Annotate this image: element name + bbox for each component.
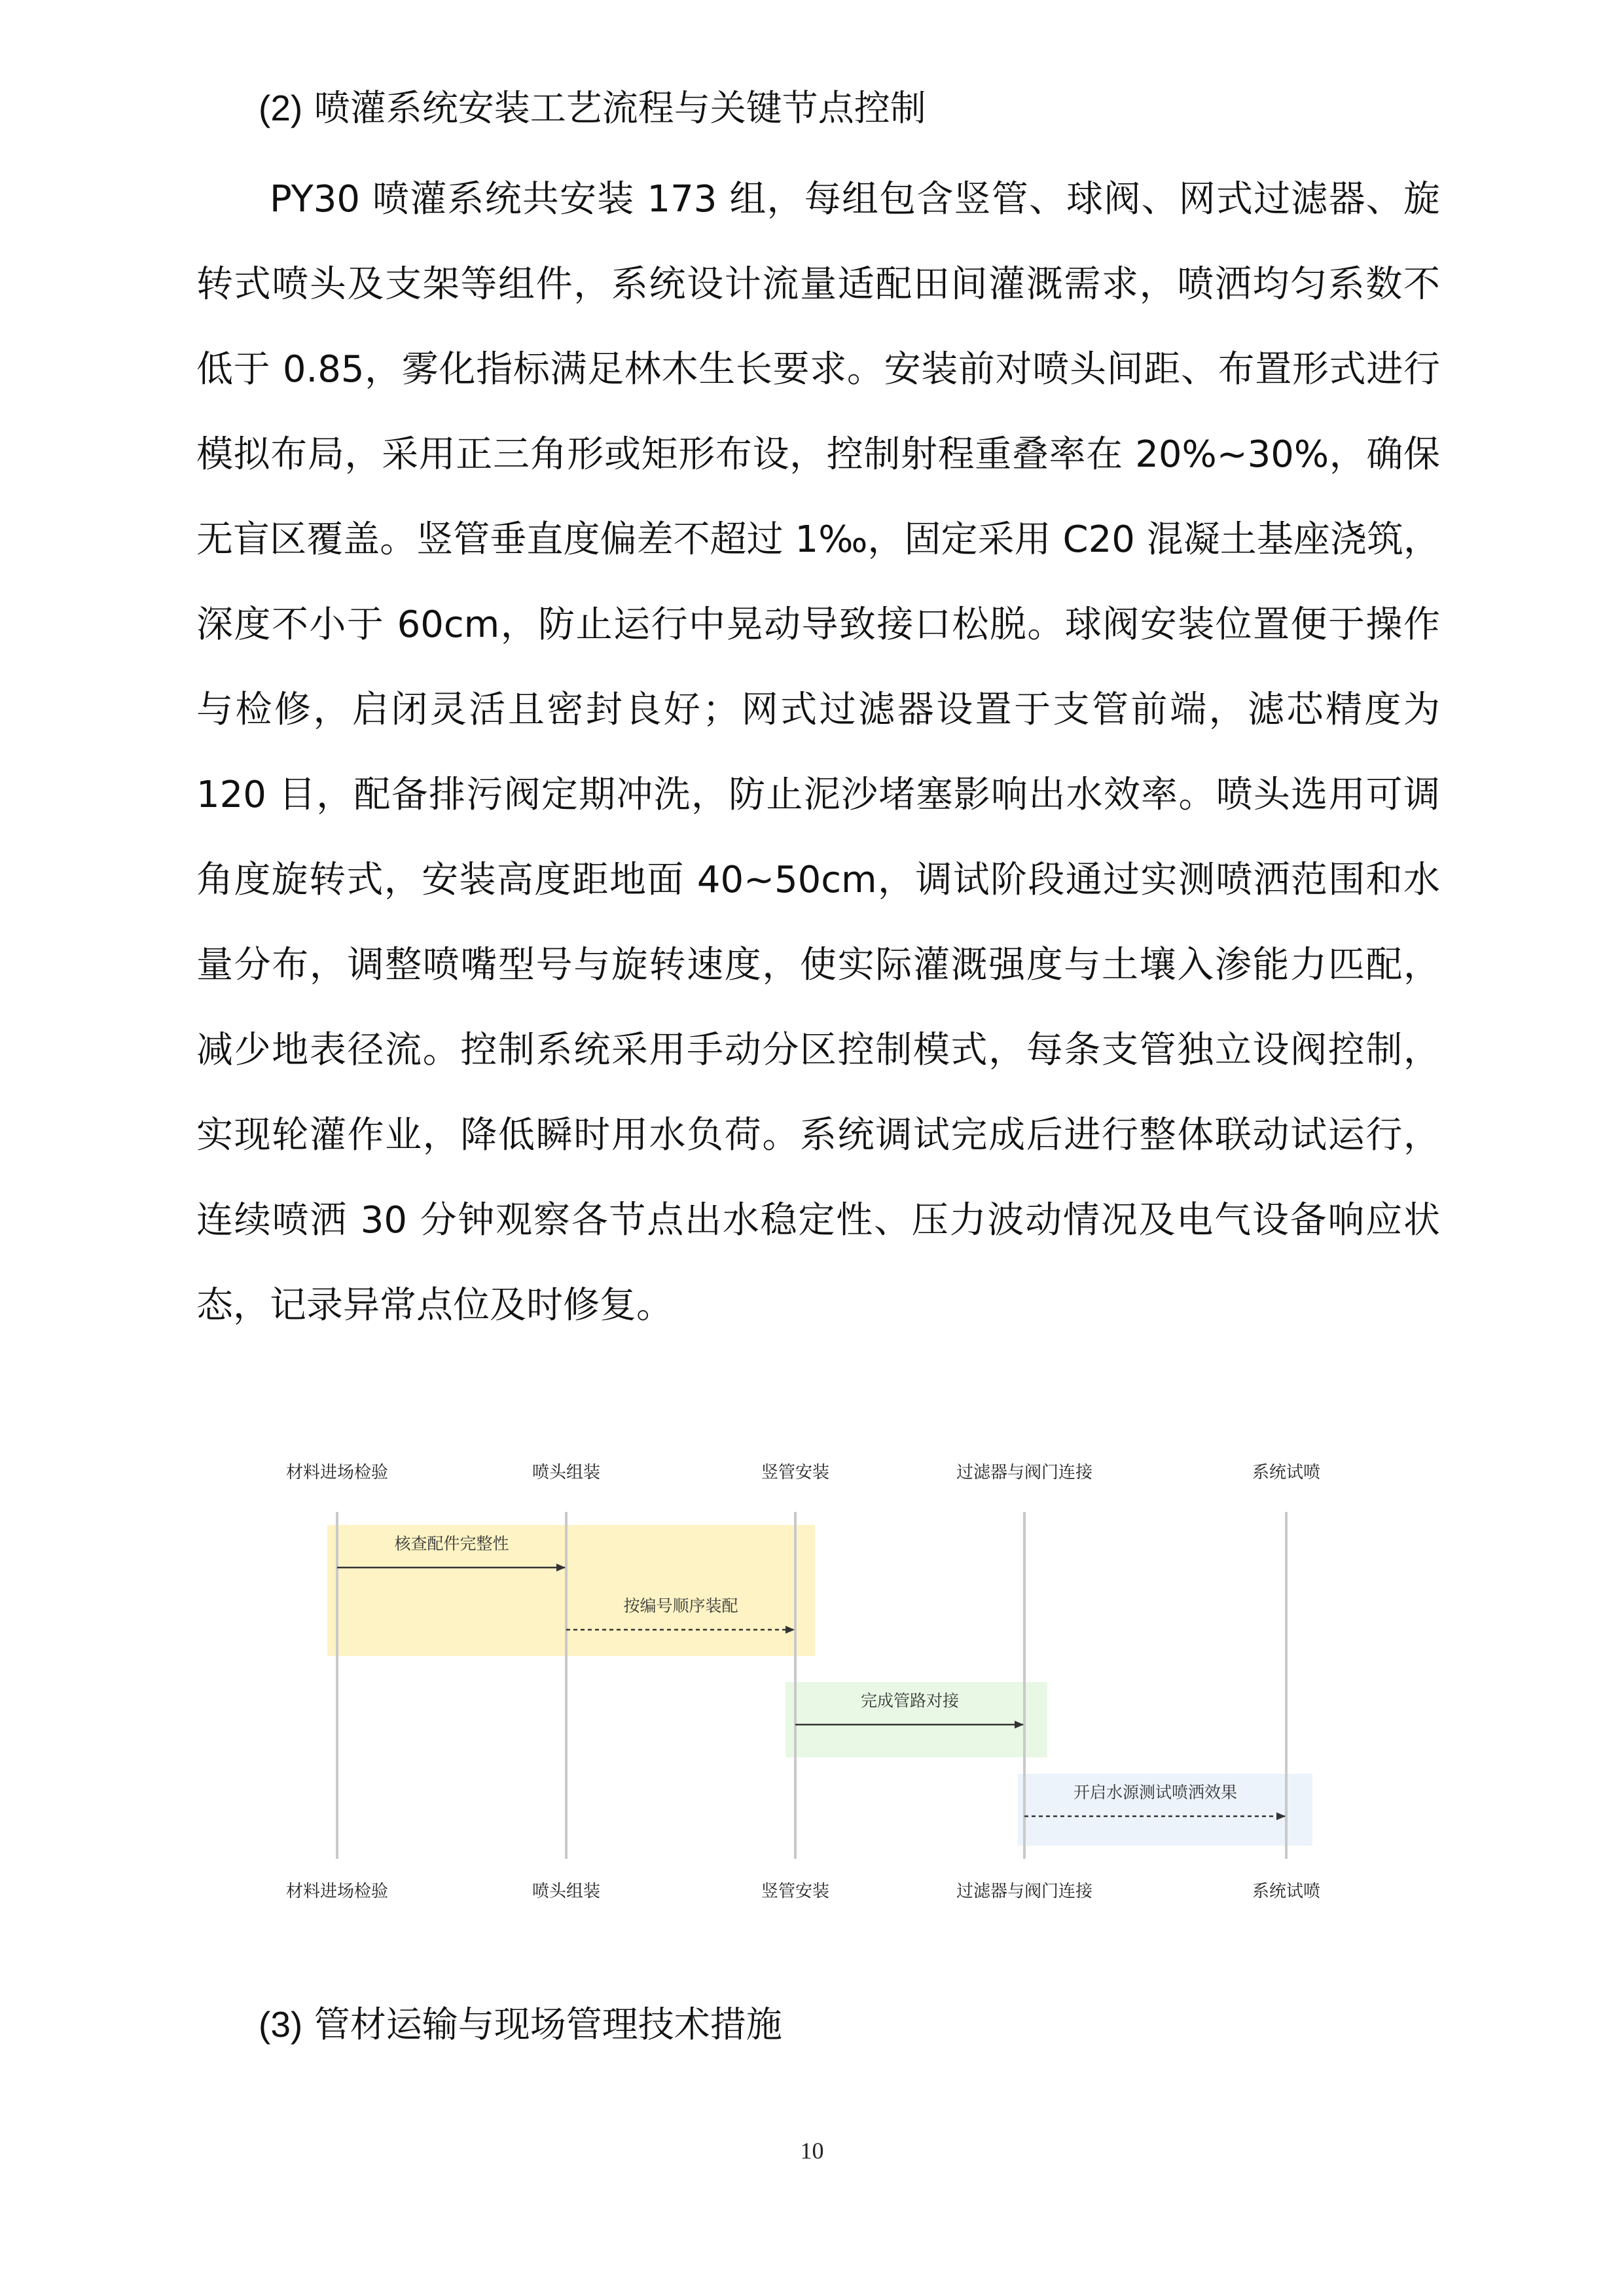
section-3-heading [259,2001,782,2047]
participant-label-top-4: 过滤器与阀门连接 [956,1463,1093,1482]
participant-label-bottom-4: 过滤器与阀门连接 [956,1882,1093,1901]
message-label-1: 核查配件完整性 [394,1534,509,1553]
body-paragraph: PY30 喷灌系统共安装 173 组，每组包含竖管、球阀、网式过滤器、旋转式喷头及支架等组件，系统设计流量适配田间灌溉需求，喷洒均匀系数不低于 0.85，雾化指标满足林木生长要求。安装前对喷头间距、布置形式进行模拟布局，采用正三角形或矩形布设，控制射程重叠率在 20%~30%，确保无盲区覆盖。竖管垂直度偏差不超过 1‰，固定采用 C20 混凝土基座浇筑，深度不小于 60cm，防止运行中晃动导致接口松脱。球阀安装位置便于操作与检修，启闭灵活且密封良好；网式过滤器设置于支管前端，滤芯精度为 120 目，配备排污阀定期冲洗，防止泥沙堵塞影响出水效率。喷头选用可调角度旋转式，安装高度距地面 40~50cm，调试阶段通过实测喷洒范围和水量分布，调整喷嘴型号与旋转速度，使实际灌溉强度与土壤入渗能力匹配，减少地表径流。控制系统采用手动分区控制模式，每条支管独立设阀控制，实现轮灌作业，降低瞬时用水负荷。系统调试完成后进行整体联动试运行，连续喷洒 30 分钟观察各节点出水稳定性、压力波动情况及电气设备响应状态，记录异常点位及时修复。 [196,178,1440,1327]
section-2-title: 喷灌系统安装工艺流程与关键节点控制 [314,87,926,129]
section-2-heading [259,85,926,131]
section-3-title: 管材运输与现场管理技术措施 [314,2003,782,2045]
message-label-4: 开启水源测试喷洒效果 [1073,1783,1238,1802]
page-number: 10 [800,2138,824,2164]
message-label-2: 按编号顺序装配 [623,1596,738,1615]
sequence-diagram-canvas [281,1460,1355,1937]
participant-label-bottom-5: 系统试喷 [1252,1882,1321,1901]
participant-label-top-3: 竖管安装 [761,1463,830,1482]
participant-label-bottom-1: 材料进场检验 [285,1882,389,1901]
participant-label-bottom-2: 喷头组装 [532,1882,601,1901]
sequence-diagram [281,1460,1355,1937]
participant-label-top-2: 喷头组装 [532,1463,601,1482]
message-label-3: 完成管路对接 [860,1691,960,1710]
participant-label-bottom-3: 竖管安装 [761,1882,830,1901]
participant-label-top-5: 系统试喷 [1252,1463,1321,1482]
section-2-number: (2) [259,88,303,128]
participant-label-top-1: 材料进场检验 [285,1463,389,1482]
section-3-number: (3) [259,2004,303,2045]
